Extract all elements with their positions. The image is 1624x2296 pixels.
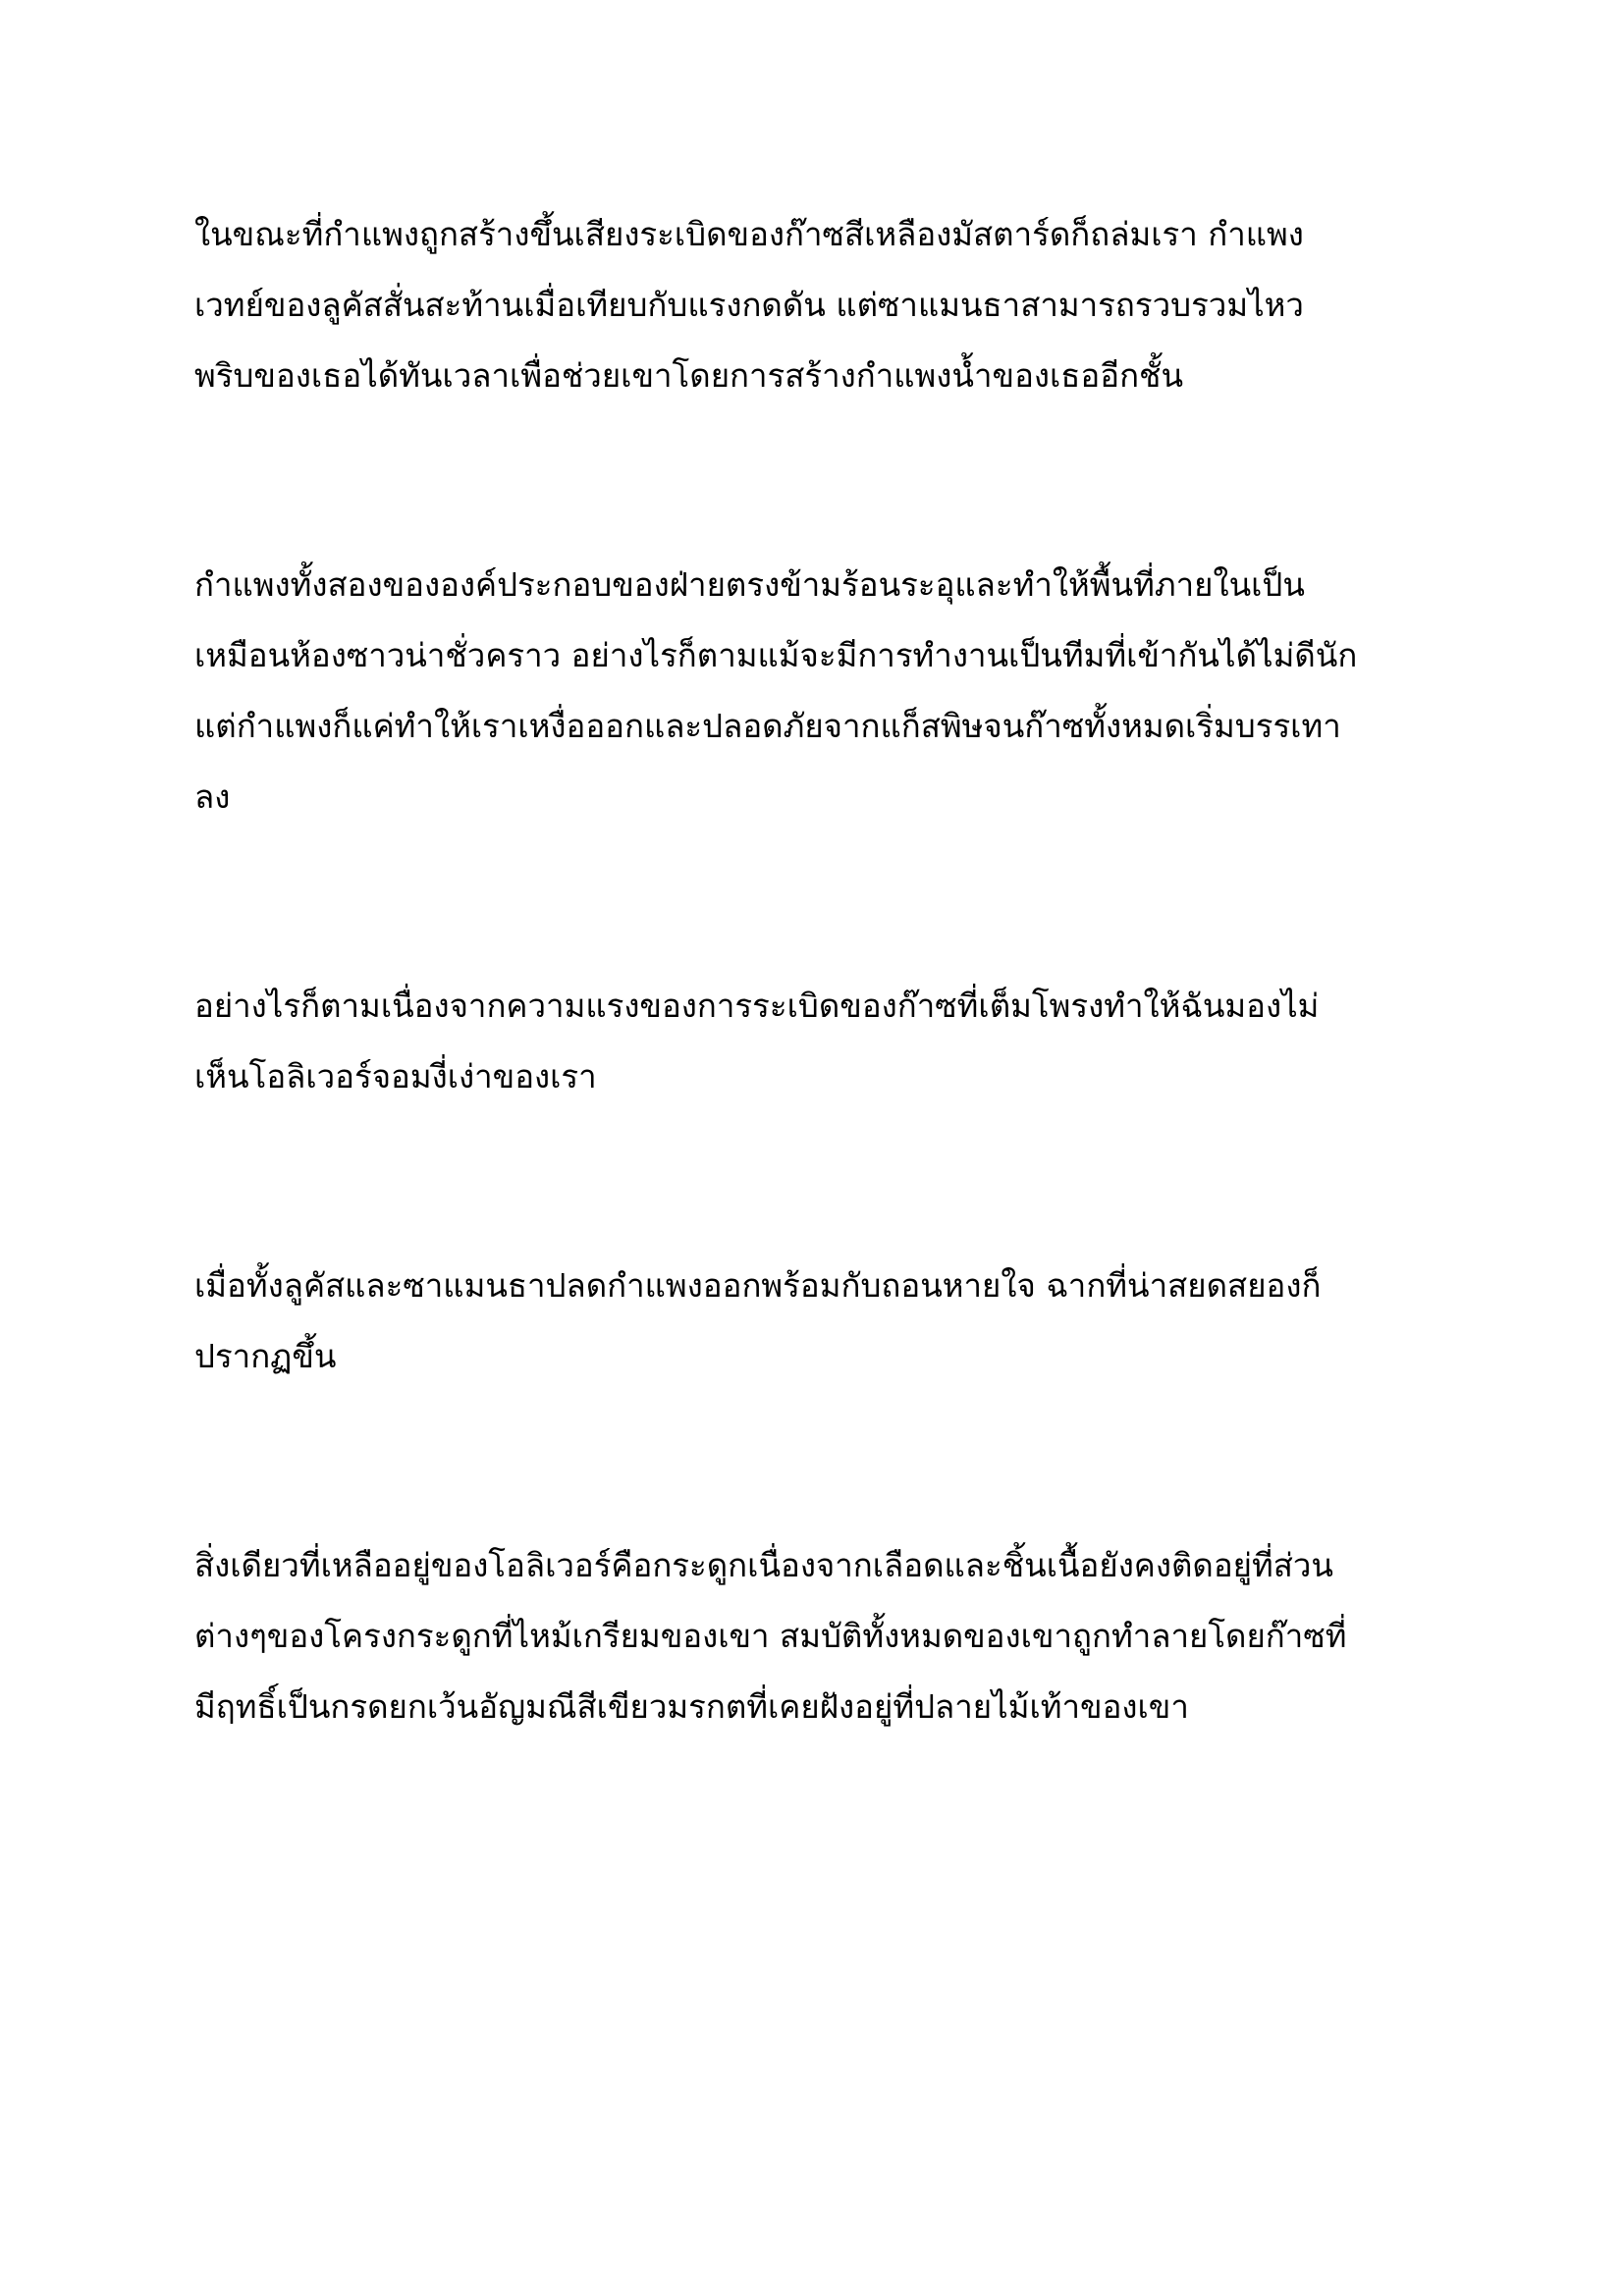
text-line: ปรากฏขึ้น	[194, 1337, 337, 1375]
text-line: เหมือนห้องซาวน่าชั่วคราว อย่างไรก็ตามแม้จะมีการทำงานเป็นทีมที่เข้ากันได้ไม่ดีนัก	[194, 636, 1358, 674]
paragraph-3	[194, 971, 1441, 1112]
text-line: สิ่งเดียวที่เหลืออยู่ของโอลิเวอร์คือกระดูกเนื่องจากเลือดและชิ้นเนื้อยังคงติดอยู่ที่ส่วน	[194, 1546, 1333, 1584]
paragraph-5	[194, 1530, 1441, 1742]
text-line: พริบของเธอได้ทันเวลาเพื่อช่วยเขาโดยการสร้างกำแพงน้ำของเธออีกชั้น	[194, 356, 1183, 395]
text-line: ในขณะที่กำแพงถูกสร้างขึ้นเสียงระเบิดของก๊าซสีเหลืองมัสตาร์ดก็ถล่มเรา กำแพง	[194, 215, 1304, 253]
text-line: อย่างไรก็ตามเนื่องจากความแรงของการระเบิดของก๊าซที่เต็มโพรงทำให้ฉันมองไม่	[194, 987, 1320, 1025]
paragraph-1	[194, 199, 1441, 411]
paragraph-4	[194, 1251, 1441, 1392]
text-line: แต่กำแพงก็แค่ทำให้เราเหงื่อออกและปลอดภัยจากแก็สพิษจนก๊าซทั้งหมดเริ่มบรรเทา	[194, 707, 1341, 745]
text-line: กำแพงทั้งสองขององค์ประกอบของฝ่ายตรงข้ามร้อนระอุและทำให้พื้นที่ภายในเป็น	[194, 565, 1305, 604]
paragraph-2	[194, 550, 1441, 832]
document-body	[194, 199, 1441, 1742]
text-line: เวทย์ของลูคัสสั่นสะท้านเมื่อเทียบกับแรงกดดัน แต่ซาแมนธาสามารถรวบรวมไหว	[194, 286, 1304, 324]
text-line: เห็นโอลิเวอร์จอมงี่เง่าของเรา	[194, 1057, 597, 1095]
text-line: มีฤทธิ์เป็นกรดยกเว้นอัญมณีสีเขียวมรกตที่เคยฝังอยู่ที่ปลายไม้เท้าของเขา	[194, 1687, 1189, 1726]
text-line: ต่างๆของโครงกระดูกที่ไหม้เกรียมของเขา สมบัติทั้งหมดของเขาถูกทำลายโดยก๊าซที่	[194, 1617, 1347, 1655]
text-line: เมื่อทั้งลูคัสและซาแมนธาปลดกำแพงออกพร้อมกับถอนหายใจ ฉากที่น่าสยดสยองก็	[194, 1266, 1322, 1305]
text-line: ลง	[194, 777, 231, 816]
